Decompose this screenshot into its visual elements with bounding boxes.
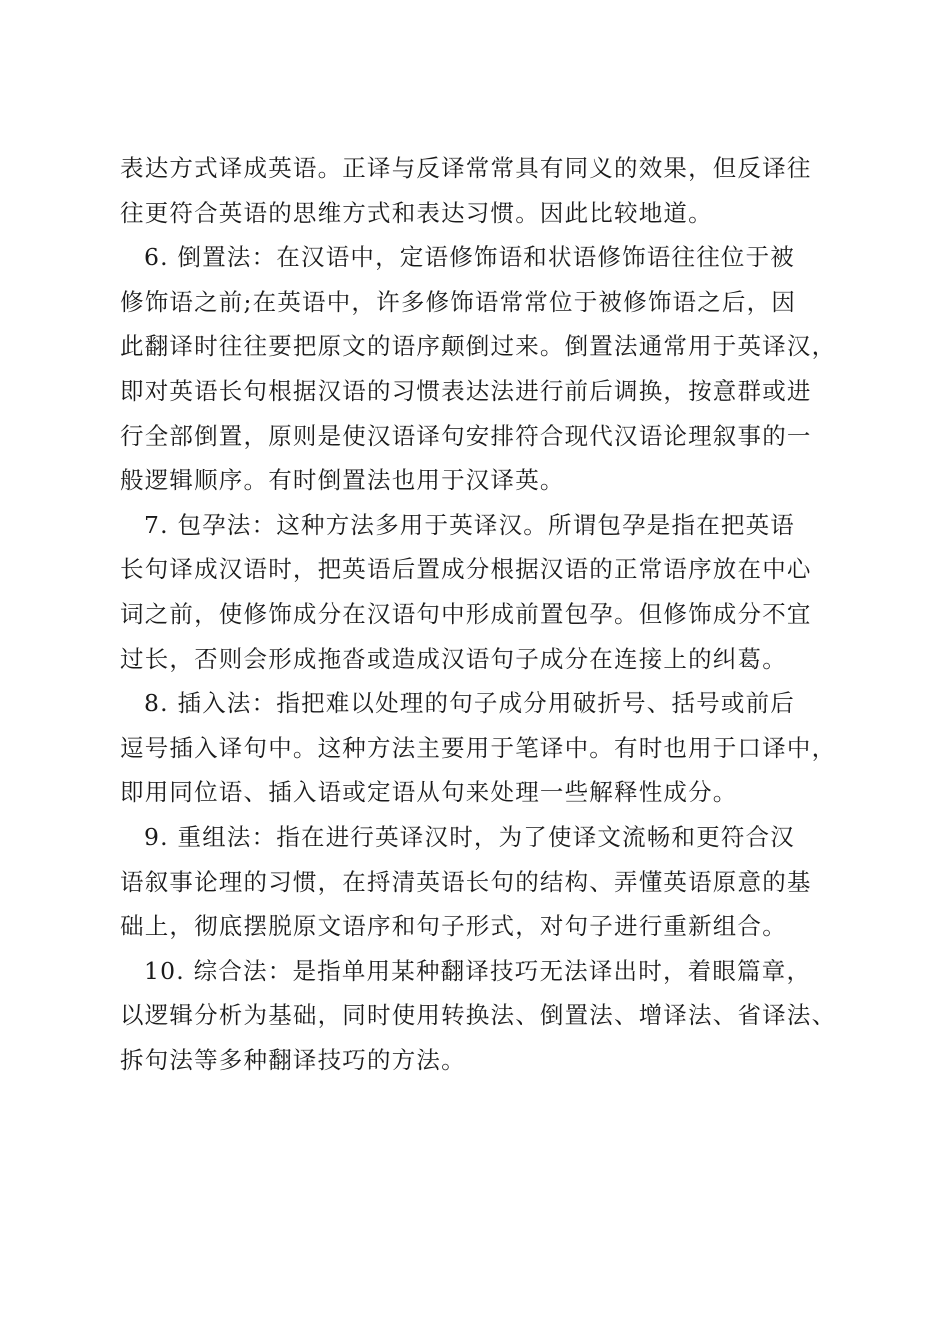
text-line: 表达方式译成英语。正译与反译常常具有同义的效果，但反译往 bbox=[120, 154, 812, 182]
text-line: 此翻译时往往要把原文的语序颠倒过来。倒置法通常用于英译汉， bbox=[120, 332, 837, 361]
text-line: 拆句法等多种翻译技巧的方法。 bbox=[120, 1045, 466, 1074]
text-line: 长句译成汉语时，把英语后置成分根据汉语的正常语序放在中心 bbox=[120, 555, 812, 584]
text-line: 即对英语长句根据汉语的习惯表达法进行前后调换，按意群或进 bbox=[120, 376, 812, 405]
text-line: 修饰语之前;在英语中，许多修饰语常常位于被修饰语之后，因 bbox=[120, 287, 797, 316]
text-line: 即用同位语、插入语或定语从句来处理一些解释性成分。 bbox=[120, 778, 738, 807]
text-line: 逗号插入译句中。这种方法主要用于笔译中。有时也用于口译中， bbox=[120, 733, 837, 762]
text-line: 以逻辑分析为基础，同时使用转换法、倒置法、增译法、省译法、 bbox=[120, 1001, 837, 1030]
text-line: 往更符合英语的思维方式和表达习惯。因此比较地道。 bbox=[120, 198, 713, 227]
text-line: 8. 插入法：指把难以处理的句子成分用破折号、括号或前后 bbox=[144, 689, 795, 718]
text-line: 词之前，使修饰成分在汉语句中形成前置包孕。但修饰成分不宜 bbox=[120, 599, 812, 628]
text-line: 9. 重组法：指在进行英译汉时，为了使译文流畅和更符合汉 bbox=[144, 822, 795, 851]
text-line: 行全部倒置，原则是使汉语译句安排符合现代汉语论理叙事的一 bbox=[120, 421, 812, 450]
text-line: 般逻辑顺序。有时倒置法也用于汉译英。 bbox=[120, 466, 565, 495]
text-line: 础上，彻底摆脱原文语序和句子形式，对句子进行重新组合。 bbox=[120, 912, 787, 941]
text-line: 过长，否则会形成拖沓或造成汉语句子成分在连接上的纠葛。 bbox=[120, 644, 787, 673]
text-line: 6. 倒置法：在汉语中，定语修饰语和状语修饰语往往位于被 bbox=[144, 243, 795, 272]
body-text bbox=[120, 146, 850, 1082]
text-line: 10. 综合法：是指单用某种翻译技巧无法译出时，着眼篇章， bbox=[144, 956, 812, 985]
text-line: 语叙事论理的习惯，在捋清英语长句的结构、弄懂英语原意的基 bbox=[120, 867, 812, 896]
text-line: 7. 包孕法：这种方法多用于英译汉。所谓包孕是指在把英语 bbox=[144, 510, 795, 539]
